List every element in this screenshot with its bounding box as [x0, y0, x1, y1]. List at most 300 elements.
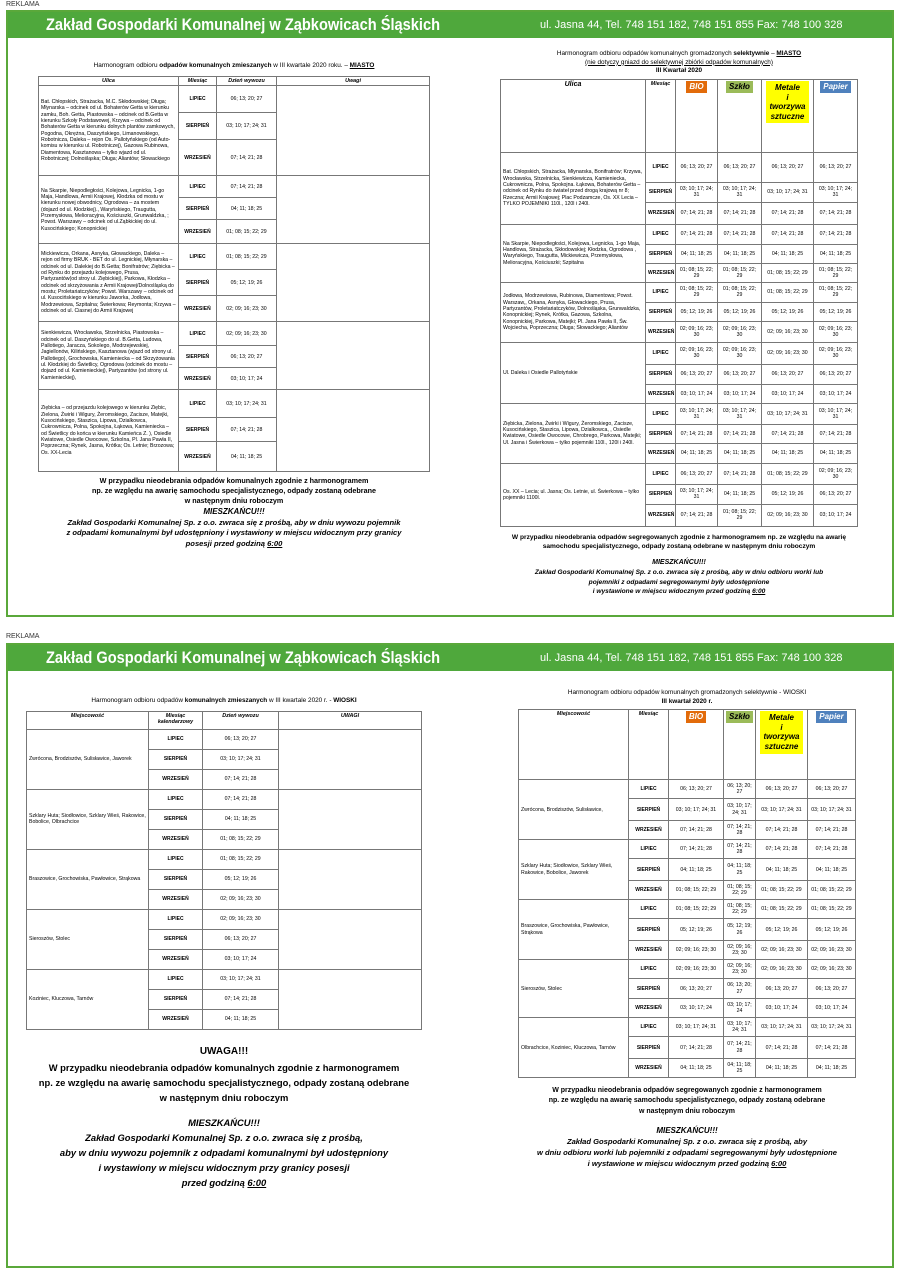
schedule-city-selective	[500, 50, 858, 597]
month-cell: SIERPIEŃ	[149, 809, 203, 829]
month-cell: WRZESIEŃ	[629, 821, 669, 840]
day-cell: 01; 08; 15; 22; 29	[762, 263, 814, 282]
day-cell: 04; 11; 18; 25	[718, 244, 762, 263]
day-cell: 03; 10; 17; 24	[718, 384, 762, 403]
day-cell: 02; 09; 16; 23; 30	[814, 321, 858, 342]
notes-cell	[279, 729, 422, 789]
street-cell: Olbrachcice, Koziniec, Kluczowa, Tarnów	[519, 1018, 629, 1078]
day-cell: 07; 14; 21; 28	[808, 821, 856, 840]
day-cell: 05; 12; 19; 26	[669, 919, 724, 941]
day-cell: 07; 14; 21; 28	[762, 202, 814, 224]
note-heading: UWAGA!!!	[199, 1045, 249, 1057]
day-cell: 07; 14; 21; 28	[762, 224, 814, 244]
month-cell: SIERPIEŃ	[629, 1037, 669, 1059]
day-cell: 05; 12; 19; 26	[724, 919, 756, 941]
notes-block	[38, 476, 430, 549]
month-cell: SIERPIEŃ	[646, 182, 676, 202]
col-miesiac: Miesiąc	[646, 79, 676, 152]
day-cell: 05; 12; 19; 26	[756, 919, 808, 941]
day-cell: 03; 10; 17; 24; 31	[676, 484, 718, 504]
day-cell: 02; 09; 16; 23; 30	[724, 941, 756, 960]
panel-title: Harmonogram odbioru odpadów komunalnych zmieszanych w III kwartale 2020 roku. – MIASTO	[93, 62, 375, 69]
day-cell: 02; 09; 16; 23; 30	[718, 321, 762, 342]
month-cell: SIERPIEŃ	[646, 424, 676, 443]
month-cell: WRZESIEŃ	[646, 443, 676, 463]
day-cell: 01; 08; 15; 22; 29	[669, 900, 724, 919]
day-cell: 07; 14; 21; 28	[756, 1037, 808, 1059]
day-cell: 06; 13; 20; 27	[814, 364, 858, 384]
place-cell: Braszowice, Grochowiska, Pawłowice, Strąkowa	[27, 849, 149, 909]
note-line: Zakład Gospodarki Komunalnej Sp. z o.o. zwraca się z prośbą, aby w dniu odbioru worki lub	[534, 569, 824, 577]
header-title: Zakład Gospodarki Komunalnej w Ząbkowicach Śląskich	[45, 648, 441, 667]
street-cell: Sieroszów, Stolec	[519, 960, 629, 1018]
day-cell: 03; 10; 17; 24; 31	[718, 182, 762, 202]
day-cell: 05; 12; 19; 26	[203, 869, 279, 889]
street-cell: Zwrócona, Brodziszów, Sulisławice,	[519, 780, 629, 840]
day-cell: 04; 11; 18; 25	[808, 859, 856, 881]
month-cell: WRZESIEŃ	[149, 1009, 203, 1029]
month-cell: LIPIEC	[646, 152, 676, 182]
street-cell: Ziębicka, Zielona, Żwirki i Wigury, Żeromskiego, Zacisze, Kusocińskiego, Staszica, Lipowa, Dzialkowca, , Osiedle Kwiatowe, Osiedle Owocowe, Chrobrego, Parkowa, Matejki; Ul. Jasna i Świerkowa – tylko pojemniki 110l., 120l i 240l.	[501, 403, 646, 463]
day-cell: 06; 13; 20; 27	[808, 979, 856, 999]
col-dzien: Dzień wywozu	[203, 711, 279, 729]
notes-cell	[279, 849, 422, 909]
note-line: i wystawione w miejscu widocznym przed godziną 6:00	[587, 1159, 787, 1169]
day-cell: 06; 13; 20; 27	[724, 979, 756, 999]
note-line: i wystawione w miejscu widocznym przed godziną 6:00	[592, 588, 766, 596]
day-cell: 03; 10; 17; 24	[814, 384, 858, 403]
notes-cell	[277, 390, 430, 472]
col-bio: BIO	[669, 710, 724, 780]
day-cell: 03; 10; 17; 24	[203, 949, 279, 969]
note-line: W przypadku nieodebrania odpadów komunalnych zgodnie z harmonogramem	[48, 1061, 400, 1073]
note-line: aby w dniu wywozu pojemnik z odpadami komunalnymi był udostępniony	[59, 1146, 389, 1158]
month-cell: LIPIEC	[149, 969, 203, 989]
day-cell: 07; 14; 21; 28	[814, 224, 858, 244]
month-cell: SIERPIEŃ	[646, 364, 676, 384]
day-cell: 07; 14; 21; 28	[676, 424, 718, 443]
notes-cell	[277, 244, 430, 322]
month-cell: WRZESIEŃ	[149, 829, 203, 849]
place-cell: Szklary Huta; Siodłowice, Szklary Wieś, Rakowice, Bobolice, Olbrachcice	[27, 789, 149, 849]
month-cell: LIPIEC	[149, 789, 203, 809]
day-cell: 03; 10; 17; 24; 31	[724, 1018, 756, 1037]
day-cell: 07; 14; 21; 28	[669, 840, 724, 859]
day-cell: 03; 10; 17; 24	[814, 504, 858, 526]
day-cell: 03; 10; 17; 24; 31	[217, 390, 277, 418]
day-cell: 01; 08; 15; 22; 29	[808, 900, 856, 919]
advertisement-bottom	[6, 643, 894, 1268]
villages-mixed-table	[26, 711, 422, 1030]
place-cell: Zwrócona, Brodziszów, Sulisławice, Jaworek	[27, 729, 149, 789]
month-cell: LIPIEC	[179, 86, 217, 113]
day-cell: 03; 10; 17; 24; 31	[669, 799, 724, 821]
day-cell: 02; 09; 16; 23; 30	[669, 960, 724, 979]
day-cell: 01; 08; 15; 22; 29	[724, 900, 756, 919]
day-cell: 01; 08; 15; 22; 29	[814, 263, 858, 282]
note-line: np. ze względu na awarię samochodu specjalistycznego, odpady zostaną odebrane	[92, 486, 376, 496]
day-cell: 04; 11; 18; 25	[718, 443, 762, 463]
note-line: w następnym dniu roboczym	[184, 496, 284, 506]
month-cell: WRZESIEŃ	[646, 263, 676, 282]
street-cell: Mickiewicza, Orkana, Asnyka, Głowackiego, Daleka – rejon od firmy BRUK - BET do ul. Legnickiej, Młynarska – odcinek od ul. Dalekiej do B.Getta; Bonifratrów; Ziębicka – od Rynku do przejazdu kolejowego, Prusa, Partyzantów(od stroy ul. Ziębickiej), Parkowa, Kłodzka – odcinek od skrzyżowania z Armii Krajowej/Dolnośląską do mostu; Proletariatczyków; Powst. Warszawy – odcinek od ul. Kusocińskiego w kierunku Jaworka, Jodłowa, Modrzewiowa, Szpitalna; Świerkowa; Reymonta; Krzywa – odcinek od ul. Ciasnej do Armii Krajowej	[39, 244, 179, 322]
day-cell: 07; 14; 21; 28	[203, 989, 279, 1009]
month-cell: LIPIEC	[629, 960, 669, 979]
day-cell: 03; 10; 17; 24; 31	[669, 1018, 724, 1037]
place-cell: Koziniec, Kluczowa, Tarnów	[27, 969, 149, 1029]
day-cell: 03; 10; 17; 24; 31	[203, 749, 279, 769]
day-cell: 06; 13; 20; 27	[676, 463, 718, 484]
table-row	[27, 849, 422, 869]
day-cell: 01; 08; 15; 22; 29	[669, 881, 724, 900]
day-cell: 07; 14; 21; 28	[676, 202, 718, 224]
month-cell: WRZESIEŃ	[629, 1059, 669, 1078]
day-cell: 06; 13; 20; 27	[718, 152, 762, 182]
header-title: Zakład Gospodarki Komunalnej w Ząbkowicach Śląskich	[45, 15, 441, 34]
note-line: np. ze względu na awarię samochodu specjalistycznego, odpady zostaną odebrane	[38, 1076, 410, 1088]
month-cell: LIPIEC	[646, 282, 676, 302]
notes-block	[518, 1086, 856, 1169]
day-cell: 07; 14; 21; 28	[669, 1037, 724, 1059]
day-cell: 06; 13; 20; 27	[814, 484, 858, 504]
day-cell: 03; 10; 17; 24; 31	[676, 182, 718, 202]
day-cell: 01; 08; 15; 22; 29	[814, 282, 858, 302]
day-cell: 01; 08; 15; 22; 29	[718, 504, 762, 526]
col-metale: Metale i tworzywa sztuczne	[762, 79, 814, 152]
note-heading: MIESZKAŃCU!!!	[188, 1116, 260, 1128]
city-selective-table	[500, 79, 858, 527]
ad-label: REKLAMA	[6, 633, 40, 640]
table-row	[501, 282, 858, 302]
day-cell: 02; 09; 16; 23; 30	[203, 909, 279, 929]
street-cell: Sienkiewicza, Wrocławska, Strzelnicka, Piastowska – odcinek od ul. Daszyńskiego do ul. B.Getta, Ludowa, Pallotiego, Jaracza, Sokolego, Modrzejewskiej, Jagiellonów, Kilińskiego, Kasztanowa (wjazd od strony ul. Pallotiego), Grochowska, Kamieniecka – od Skrzyżowania ul. Kłodzkiej do Świetlicy, Ogrodowa (odcinek do mostu – dojazd od ul. Kamienieckiej), Partyzantów (od strony ul. Kamienieckiej),	[39, 322, 179, 390]
month-cell: SIERPIEŃ	[179, 270, 217, 296]
day-cell: 03; 10; 17; 24; 31	[808, 1018, 856, 1037]
day-cell: 04; 11; 18; 25	[676, 443, 718, 463]
day-cell: 07; 14; 21; 28	[718, 424, 762, 443]
note-line: i wystawiony w miejscu widocznym przy granicy posesji	[98, 1161, 350, 1173]
day-cell: 04; 11; 18; 25	[814, 443, 858, 463]
day-cell: 07; 14; 21; 28	[814, 202, 858, 224]
note-line: z odpadami komunalnymi był udostępniony i wystawiony w miejscu widocznym przy granicy	[66, 528, 402, 538]
day-cell: 05; 12; 19; 26	[762, 302, 814, 321]
month-cell: LIPIEC	[646, 403, 676, 424]
day-cell: 03; 10; 17; 24	[762, 384, 814, 403]
note-heading: MIESZKAŃCU!!!	[203, 507, 265, 517]
day-cell: 01; 08; 15; 22; 29	[756, 900, 808, 919]
day-cell: 06; 13; 20; 27	[814, 152, 858, 182]
table-row	[27, 729, 422, 749]
table-row	[27, 969, 422, 989]
schedule-villages-selective	[518, 689, 856, 1169]
day-cell: 07; 14; 21; 28	[814, 424, 858, 443]
day-cell: 04; 11; 18; 25	[203, 809, 279, 829]
day-cell: 07; 14; 21; 28	[217, 176, 277, 198]
day-cell: 07; 14; 21; 28	[217, 418, 277, 442]
table-row	[27, 909, 422, 929]
advertisement-top	[6, 10, 894, 617]
day-cell: 03; 10; 17; 24; 31	[203, 969, 279, 989]
day-cell: 01; 08; 15; 22; 29	[718, 263, 762, 282]
col-szklo: Szkło	[724, 710, 756, 780]
note-line: w następnym dniu roboczym	[159, 1091, 289, 1103]
note-line: pojemniki z odpadami segregowanymi były udostępnione	[588, 578, 770, 586]
month-cell: WRZESIEŃ	[629, 881, 669, 900]
day-cell: 03; 10; 17; 24; 31	[217, 113, 277, 140]
day-cell: 03; 10; 17; 24; 31	[676, 403, 718, 424]
place-cell: Sieroszów, Stolec	[27, 909, 149, 969]
street-cell: Ul. Daleka i Osiedle Pallotyńskie	[501, 342, 646, 403]
month-cell: LIPIEC	[179, 390, 217, 418]
day-cell: 03; 10; 17; 24; 31	[814, 182, 858, 202]
day-cell: 02; 09; 16; 23; 30	[814, 463, 858, 484]
month-cell: WRZESIEŃ	[646, 384, 676, 403]
month-cell: WRZESIEŃ	[629, 941, 669, 960]
day-cell: 06; 13; 20; 27	[676, 364, 718, 384]
table-row	[519, 840, 856, 859]
col-papier: Papier	[814, 79, 858, 152]
day-cell: 02; 09; 16; 23; 30	[217, 322, 277, 346]
note-line: w następnym dniu roboczym	[638, 1107, 736, 1115]
month-cell: WRZESIEŃ	[179, 220, 217, 244]
street-cell: Na Skarpie, Niepodległości, Kolejowa, Legnicka, 1-go Maja, Handlowa, Strażacka, Skłodowskiej; Kłodzka, Ogrodowa , Waryńskiego, Traugutta, Mickiewicza, Przemysłowa, Melioracyjna, Kościuszki; Szpitalna	[501, 224, 646, 282]
day-cell: 03; 10; 17; 24	[756, 999, 808, 1018]
col-miejscowosc: Miejscowość	[519, 710, 629, 780]
day-cell: 07; 14; 21; 28	[203, 769, 279, 789]
schedule-city-mixed	[38, 62, 430, 550]
day-cell: 01; 08; 15; 22; 29	[762, 282, 814, 302]
day-cell: 02; 09; 16; 23; 30	[217, 296, 277, 322]
day-cell: 04; 11; 18; 25	[724, 1059, 756, 1078]
day-cell: 01; 08; 15; 22; 29	[762, 463, 814, 484]
panel-title: Harmonogram odbioru odpadów komunalnych gromadzonych selektywnie - WIOSKI III kwartał 2020 r.	[567, 689, 807, 705]
day-cell: 06; 13; 20; 27	[203, 929, 279, 949]
day-cell: 02; 09; 16; 23; 30	[756, 960, 808, 979]
day-cell: 01; 08; 15; 22; 29	[203, 829, 279, 849]
month-cell: LIPIEC	[179, 244, 217, 270]
day-cell: 06; 13; 20; 27	[676, 152, 718, 182]
month-cell: SIERPIEŃ	[179, 198, 217, 220]
header-contact: ul. Jasna 44, Tel. 748 151 182, 748 151 855 Fax: 748 100 328	[540, 19, 843, 31]
day-cell: 02; 09; 16; 23; 30	[203, 889, 279, 909]
day-cell: 06; 13; 20; 27	[217, 86, 277, 113]
day-cell: 07; 14; 21; 28	[756, 840, 808, 859]
day-cell: 05; 12; 19; 26	[217, 270, 277, 296]
month-cell: LIPIEC	[149, 849, 203, 869]
month-cell: LIPIEC	[149, 909, 203, 929]
note-line: W przypadku nieodebrania odpadów komunalnych zgodnie z harmonogramem	[99, 476, 369, 486]
day-cell: 02; 09; 16; 23; 30	[756, 941, 808, 960]
day-cell: 01; 08; 15; 22; 29	[724, 881, 756, 900]
day-cell: 07; 14; 21; 28	[724, 821, 756, 840]
day-cell: 02; 09; 16; 23; 30	[762, 342, 814, 364]
villages-selective-table	[518, 709, 856, 1078]
month-cell: LIPIEC	[629, 840, 669, 859]
col-szklo: Szkło	[718, 79, 762, 152]
street-cell: Jodłowa, Modrzewiowa, Rubinowa, Diamentowa; Powst. Warszaw,, Orkana, Asnyka, Głowackiego, Prusa, Partyzantów, Proletariatczyków, Dolnośląska, Grunwaldzka, Konopnickiej; Rynek, Krótka, Gazowa, Szkolna, Konopnickiej, Parkowa, Matejki; Pl. Jana Pawła II, Św. Wojciecha, Poprzeczna; Długa; Słowackiego; Aliantów	[501, 282, 646, 342]
month-cell: LIPIEC	[179, 176, 217, 198]
city-mixed-table	[38, 76, 430, 473]
note-line: w dniu odbioru worki lub pojemniki z odpadami segregowanymi były udostępnione	[537, 1148, 837, 1158]
day-cell: 04; 11; 18; 25	[217, 198, 277, 220]
day-cell: 04; 11; 18; 25	[756, 1059, 808, 1078]
table-row	[501, 463, 858, 484]
day-cell: 05; 12; 19; 26	[814, 302, 858, 321]
day-cell: 04; 11; 18; 25	[762, 244, 814, 263]
month-cell: SIERPIEŃ	[179, 346, 217, 368]
table-row	[519, 960, 856, 979]
month-cell: LIPIEC	[179, 322, 217, 346]
month-cell: SIERPIEŃ	[629, 859, 669, 881]
month-cell: LIPIEC	[646, 342, 676, 364]
col-uwagi: UWAGI	[279, 711, 422, 729]
day-cell: 02; 09; 16; 23; 30	[724, 960, 756, 979]
month-cell: SIERPIEŃ	[149, 929, 203, 949]
day-cell: 05; 12; 19; 26	[808, 919, 856, 941]
notes-cell	[279, 789, 422, 849]
street-cell: Braszowice, Grochowiska, Pawłowice, Strąkowa	[519, 900, 629, 960]
day-cell: 03; 10; 17; 24; 31	[808, 799, 856, 821]
month-cell: SIERPIEŃ	[629, 979, 669, 999]
day-cell: 07; 14; 21; 28	[203, 789, 279, 809]
day-cell: 03; 10; 17; 24; 31	[762, 182, 814, 202]
day-cell: 01; 08; 15; 22; 29	[203, 849, 279, 869]
day-cell: 02; 09; 16; 23; 30	[676, 321, 718, 342]
day-cell: 04; 11; 18; 25	[762, 443, 814, 463]
month-cell: LIPIEC	[629, 1018, 669, 1037]
note-heading: MIESZKAŃCU!!!	[656, 1125, 718, 1135]
month-cell: WRZESIEŃ	[149, 889, 203, 909]
day-cell: 03; 10; 17; 24; 31	[756, 799, 808, 821]
day-cell: 07; 14; 21; 28	[676, 224, 718, 244]
day-cell: 03; 10; 17; 24	[669, 999, 724, 1018]
header-bar	[8, 12, 892, 38]
note-line: Zakład Gospodarki Komunalnej Sp. z o.o. zwraca się z prośbą, aby	[566, 1137, 808, 1147]
day-cell: 02; 09; 16; 23; 30	[762, 321, 814, 342]
month-cell: WRZESIEŃ	[179, 368, 217, 390]
day-cell: 02; 09; 16; 23; 30	[808, 960, 856, 979]
day-cell: 06; 13; 20; 27	[756, 979, 808, 999]
col-miesiac: Miesiąc kalendarzowy	[149, 711, 203, 729]
day-cell: 03; 10; 17; 24	[808, 999, 856, 1018]
note-line: przed godziną 6:00	[181, 1176, 267, 1188]
day-cell: 06; 13; 20; 27	[762, 364, 814, 384]
month-cell: SIERPIEŃ	[149, 749, 203, 769]
day-cell: 01; 08; 15; 22; 29	[756, 881, 808, 900]
day-cell: 07; 14; 21; 28	[762, 424, 814, 443]
day-cell: 03; 10; 17; 24	[676, 384, 718, 403]
day-cell: 02; 09; 16; 23; 30	[808, 941, 856, 960]
panel-title: Harmonogram odbioru odpadów komunalnych gromadzonych selektywnie – MIASTO (nie dotyczy gniazd do selektywnej zbiórki odpadów komunalnych) III Kwartał 2020	[556, 50, 802, 75]
day-cell: 07; 14; 21; 28	[669, 821, 724, 840]
street-cell: Ziębicka – od przejazdu kolejowego w kierunku Ziębic, Zielona, Żwirki i Wigury, Żeromskiego, Zacisze, Matejki, Kusocińskiego, Staszica, Lipowa, Dzialkowca, Cukrownicza, Polna, Spokojna, Łąkowa, Kamieniecka – od Świetlicy do końca w kierunku Kamieńca Z. ), Osiedle Kwiatowe, Osiedle Owocowe, Szkolna, Pl. Jana Pawła II, Poprzeczna; Rynek, Jasna, Krótka; Os. Letnie; Brzozowa; Os. XX-Lecia	[39, 390, 179, 472]
col-papier: Papier	[808, 710, 856, 780]
panel-title: Harmonogram odbioru odpadów komunalnych zmieszanych w III kwartale 2020 r. - WIOSKI	[91, 697, 357, 704]
street-cell: Bat. Chłopskich, Strażacka, M.C. Skłodowskiej; Długa; Młynarska – odcinek od ul. Bohaterów Getta w kierunku zamku, Boh. Getta, Piastowska – odcinek od B.Getta w kierunku Szkoły Podstawowej, Krzywa – odcinek od Bohaterów Getta w kierunku dolnych plantów zamkowych, Pogodna, Okrężna, Daszyńskiego, Limanowskiego, Robotnicza, Daleka – rejon Os. Pallotyńskiego (od Auto-komisu w kierunku ul. Robotniczej), Gazowa Rubinowa, Diamentowa, Kasztanowa – tylko wjazd od ul. Robotniczej; Dolnośląska; Długa; Aliantów; Słowackiego	[39, 86, 179, 176]
day-cell: 06; 13; 20; 27	[762, 152, 814, 182]
month-cell: WRZESIEŃ	[179, 140, 217, 176]
month-cell: SIERPIEŃ	[179, 418, 217, 442]
day-cell: 06; 13; 20; 27	[718, 364, 762, 384]
day-cell: 02; 09; 16; 23; 30	[814, 342, 858, 364]
street-cell: Szklary Huta; Siodłowice, Szklary Wieś, Rakowice, Bobolice, Jaworek	[519, 840, 629, 900]
day-cell: 04; 11; 18; 25	[676, 244, 718, 263]
day-cell: 07; 14; 21; 28	[718, 202, 762, 224]
day-cell: 01; 08; 15; 22; 29	[217, 220, 277, 244]
day-cell: 07; 14; 21; 28	[808, 840, 856, 859]
day-cell: 01; 08; 15; 22; 29	[676, 263, 718, 282]
day-cell: 02; 09; 16; 23; 30	[762, 504, 814, 526]
street-cell: Bat. Chłopskich, Strażacka, Młynarska, Bonifratrów; Krzywa, Wrocławska, Strzelnicka, Sienkiewicza, Kamieniecka, Cukrownicza, Polna, Spokojna. Łąkowa, Bohaterów Getta – odcinek od Rynku do świateł przed drogą krajową nr 8; Rzeczna; Armii Krajowej; Plac Podzamcze, Os. XX Lecia – TYLKO POJEMNIKI 110l., 120l i 240l.	[501, 152, 646, 224]
day-cell: 06; 13; 20; 27	[203, 729, 279, 749]
note-line: W przypadku nieodebrania odpadów segregowanych zgodnie z harmonogramem np. ze względu na awarię	[511, 533, 847, 541]
table-row	[501, 224, 858, 244]
month-cell: LIPIEC	[646, 463, 676, 484]
day-cell: 06; 13; 20; 27	[669, 979, 724, 999]
day-cell: 03; 10; 17; 24; 31	[756, 1018, 808, 1037]
notes-cell	[277, 176, 430, 244]
month-cell: SIERPIEŃ	[646, 302, 676, 321]
col-miejscowosc: Miejscowość	[27, 711, 149, 729]
day-cell: 07; 14; 21; 28	[724, 1037, 756, 1059]
day-cell: 06; 13; 20; 27	[724, 780, 756, 799]
table-row	[27, 789, 422, 809]
day-cell: 07; 14; 21; 28	[718, 463, 762, 484]
col-ulica: Ulica	[39, 76, 179, 86]
table-row	[501, 342, 858, 364]
table-row	[519, 900, 856, 919]
day-cell: 01; 08; 15; 22; 29	[676, 282, 718, 302]
month-cell: SIERPIEŃ	[149, 869, 203, 889]
day-cell: 07; 14; 21; 28	[217, 140, 277, 176]
notes-cell	[277, 322, 430, 390]
ad-label: REKLAMA	[6, 1, 40, 8]
month-cell: LIPIEC	[629, 900, 669, 919]
note-line: Zakład Gospodarki Komunalnej Sp. z o.o. zwraca się z prośbą,	[85, 1131, 363, 1143]
day-cell: 04; 11; 18; 25	[669, 1059, 724, 1078]
day-cell: 07; 14; 21; 28	[724, 840, 756, 859]
day-cell: 04; 11; 18; 25	[669, 859, 724, 881]
month-cell: LIPIEC	[629, 780, 669, 799]
notes-cell	[277, 86, 430, 176]
day-cell: 03; 10; 17; 24; 31	[814, 403, 858, 424]
day-cell: 05; 12; 19; 26	[762, 484, 814, 504]
notes-cell	[279, 969, 422, 1029]
day-cell: 01; 08; 15; 22; 29	[718, 282, 762, 302]
day-cell: 06; 13; 20; 27	[669, 780, 724, 799]
month-cell: WRZESIEŃ	[629, 999, 669, 1018]
day-cell: 06; 13; 20; 27	[808, 780, 856, 799]
month-cell: WRZESIEŃ	[646, 202, 676, 224]
table-row	[501, 403, 858, 424]
day-cell: 06; 13; 20; 27	[756, 780, 808, 799]
day-cell: 02; 09; 16; 23; 30	[669, 941, 724, 960]
day-cell: 01; 08; 15; 22; 29	[217, 244, 277, 270]
note-line: np. ze względu na awarię samochodu specjalistycznego, odpady zostaną odebrane	[548, 1097, 826, 1105]
day-cell: 03; 10; 17; 24; 31	[724, 799, 756, 821]
day-cell: 01; 08; 15; 22; 29	[808, 881, 856, 900]
notes-block	[26, 1044, 422, 1190]
header-bar	[8, 645, 892, 671]
day-cell: 04; 11; 18; 25	[808, 1059, 856, 1078]
day-cell: 04; 11; 18; 25	[203, 1009, 279, 1029]
note-line: posesji przed godziną 6:00	[185, 538, 283, 548]
month-cell: WRZESIEŃ	[646, 321, 676, 342]
day-cell: 05; 12; 19; 26	[676, 302, 718, 321]
month-cell: SIERPIEŃ	[629, 799, 669, 821]
day-cell: 07; 14; 21; 28	[718, 224, 762, 244]
month-cell: WRZESIEŃ	[149, 769, 203, 789]
